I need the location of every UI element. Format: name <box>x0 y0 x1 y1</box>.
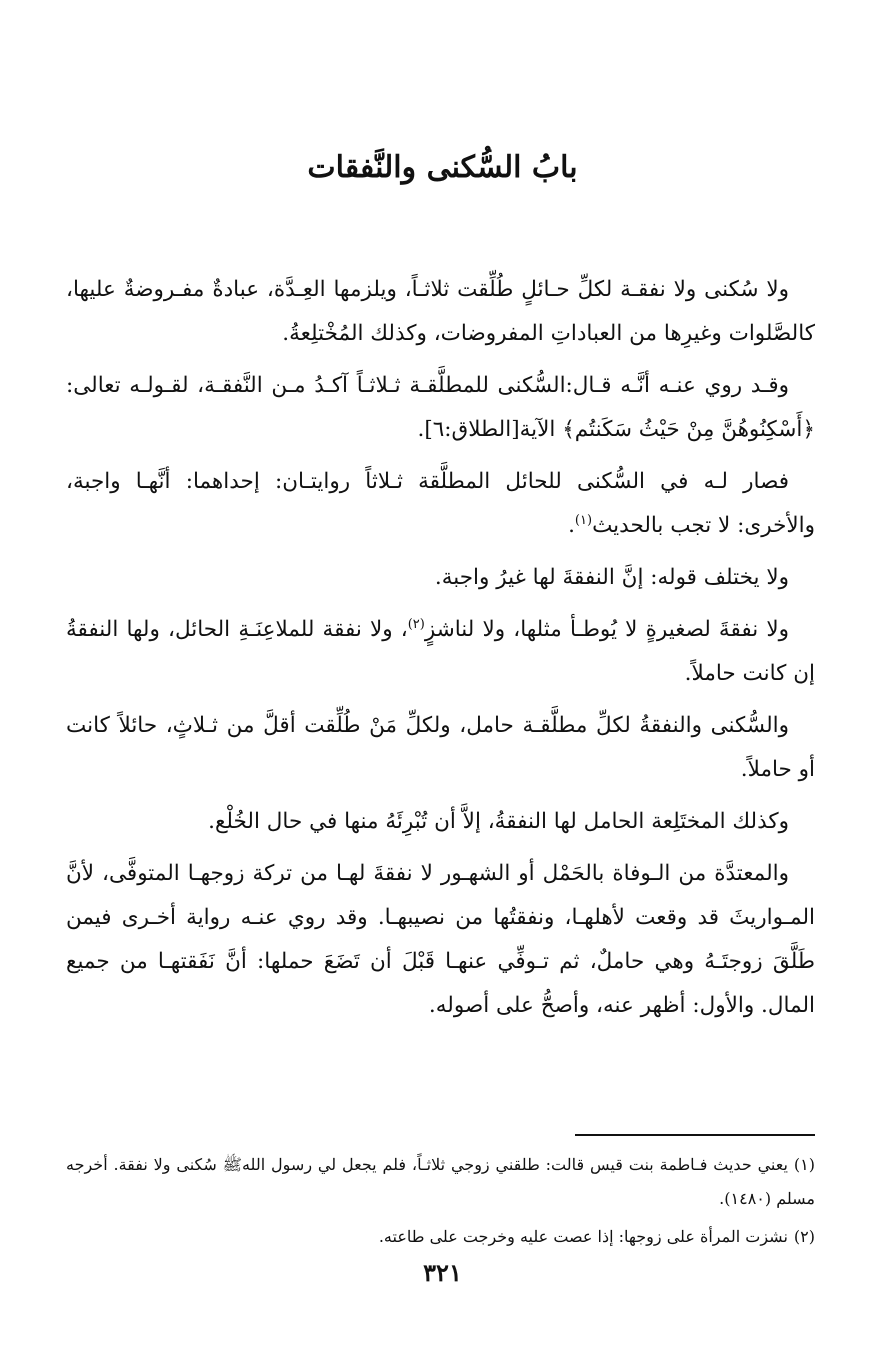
paragraph: والمعتدَّة من الـوفاة بالحَمْل أو الشهـور لا نفقةَ لهـا من تركة زوجهـا المتوفَّى، لأنَّ المـواريثَ قد وقعت لأهلهـا، ونفقتُها من نصيبهـا. وقد روي عنـه رواية أخـرى فيمن طَلَّقَ زوجتَـهُ وهي حاملٌ، ثم تـوفِّي عنهـا قَبْلَ أن تَضَعَ حملها: أنَّ نَفَقتهـا من جميع المال. والأول: أظهر عنه، وأصحُّ على أصوله. <box>66 861 815 1018</box>
paragraph-text: ولا نفقةَ لصغيرةٍ لا يُوطـأ مثلها، ولا لناشزٍ <box>424 617 789 642</box>
paragraph <box>66 460 815 548</box>
paragraph-end: . <box>568 513 575 538</box>
paragraph: والسُّكنى والنفقةُ لكلِّ مطلَّقـة حامل، ولكلِّ مَنْ طُلِّقت أقلَّ من ثـلاثٍ، حائلاً كانت أو حاملاً. <box>66 713 815 782</box>
footnote-text: نشزت المرأة على زوجها: إذا عصت عليه وخرجت على طاعته. <box>378 1227 788 1246</box>
footnote-reference[interactable]: (١) <box>574 512 593 528</box>
page-number: ٣٢١ <box>423 1258 462 1287</box>
paragraph: وكذلك المختَلِعة الحامل لها النفقةُ، إلاَّ أن تُبْرِئَهُ منها في حال الخُلْع. <box>208 809 789 834</box>
paragraph-text: وقـد روي عنـه أنَّـه قـال:السُّكنى للمطلَّقـة ثـلاثـاً آكـدُ مـن النَّفقـة، لقـولـه تعالى: <box>66 373 789 398</box>
footnote-number: (١) <box>793 1155 815 1174</box>
chapter-title: بابُ السُّكنى والنَّفقات <box>307 150 578 185</box>
verse-reference: الآية[الطلاق:٦]. <box>417 417 563 442</box>
footnote-number: (٢) <box>793 1227 815 1246</box>
paragraph <box>66 364 815 452</box>
footnote-text: يعني حديث فـاطمة بنت قيس قالت: طلقني زوجي ثلاثـاً، فلم يجعل لي رسول اللهﷺ سُكنى ولا نفقة. أخرجه مسلم (١٤٨٠). <box>66 1155 815 1208</box>
footnote-divider <box>575 1134 815 1136</box>
paragraph-text: ، ولا نفقة للملاعِنَـةِ الحائل، ولها النفقةُ إن كانت حاملاً. <box>66 617 815 686</box>
footnotes <box>66 1148 815 1258</box>
footnote <box>66 1148 815 1216</box>
main-text <box>66 268 815 1036</box>
paragraph: ولا سُكنى ولا نفقـة لكلِّ حـائلٍ طُلِّقت ثلاثـاً، ويلزمها العِـدَّة، عبادةٌ مفـروضةٌ عليها، كالصَّلوات وغيرِها من العباداتِ المفروضات، وكذلك المُخْتلِعةُ. <box>66 277 815 346</box>
paragraph-text: فصار لـه في السُّكنى للحائل المطلَّقة ثـلاثاً روايتـان: إحداهما: أنَّهـا واجبة، والأخرى: لا تجب بالحديث <box>66 469 815 538</box>
paragraph: ولا يختلف قوله: إنَّ النفقةَ لها غيرُ واجبة. <box>434 565 789 590</box>
quran-verse: ﴿أَسْكِنُوهُنَّ مِنْ حَيْثُ سَكَنتُم﴾ <box>562 417 815 442</box>
footnote-reference[interactable]: (٢) <box>407 616 425 632</box>
paragraph <box>66 608 815 696</box>
footnote <box>66 1220 815 1254</box>
